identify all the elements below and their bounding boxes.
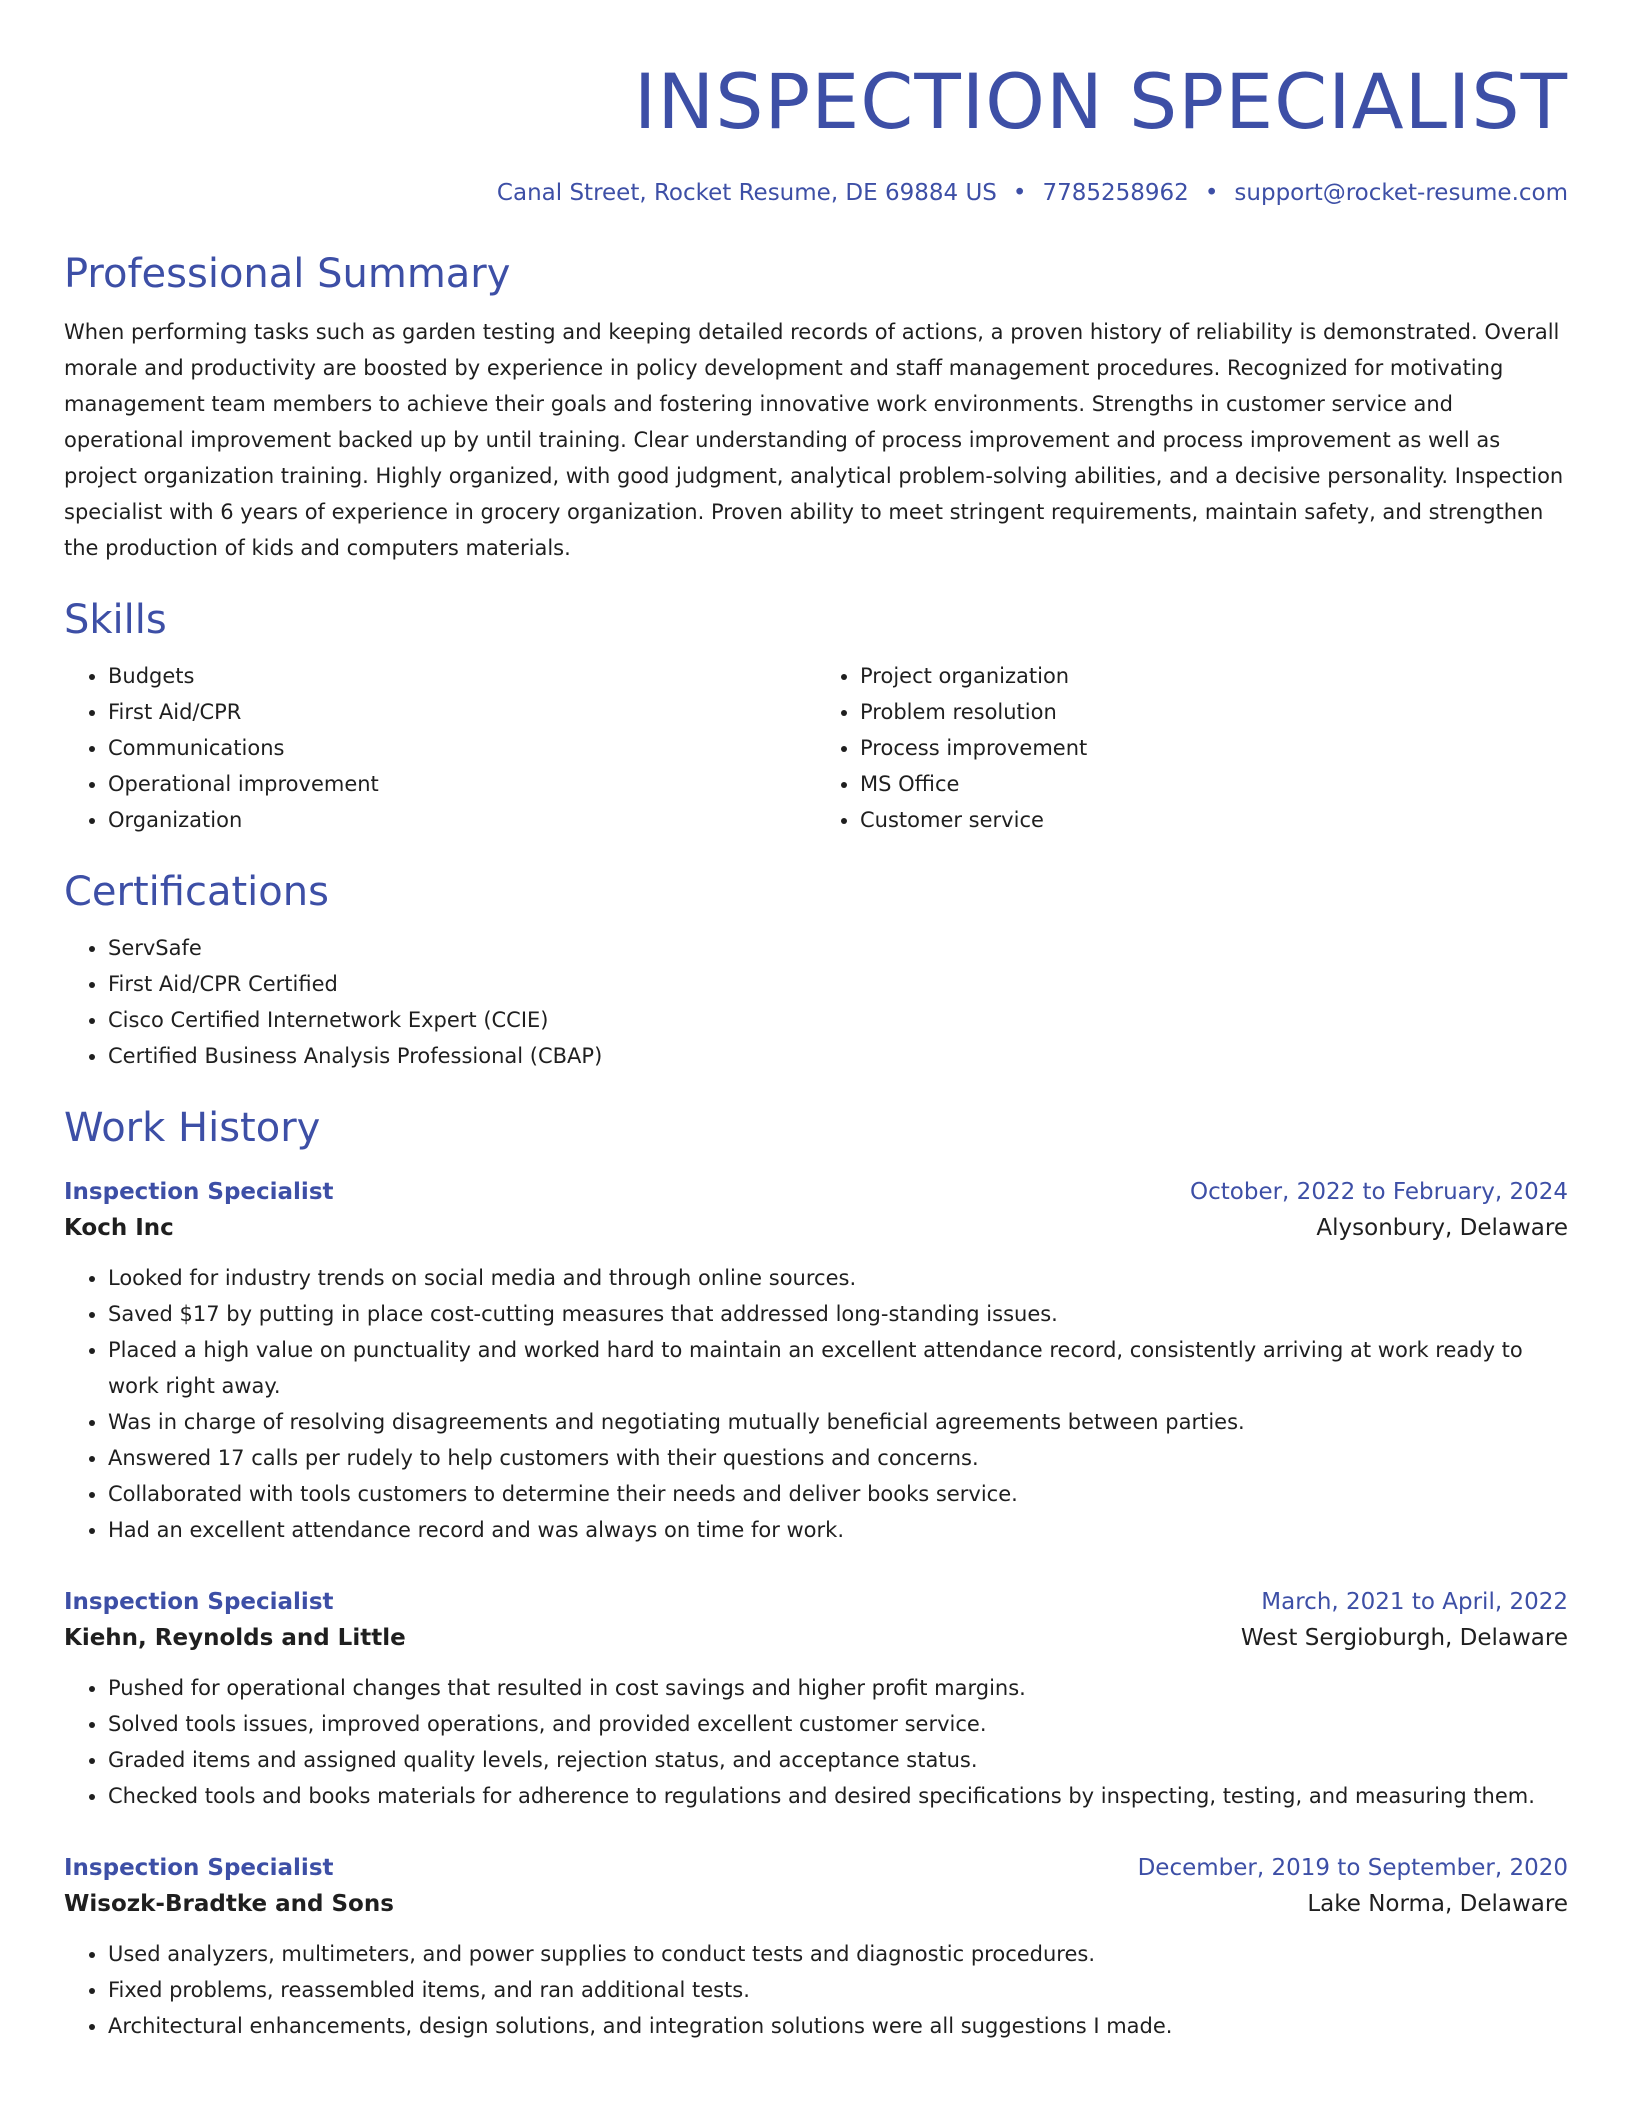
skill-item: • Organization [108, 802, 816, 838]
certification-item: • First Aid/CPR Certified [108, 966, 1568, 1002]
job-bullet: • Had an excellent attendance record and was always on time for work. [108, 1512, 1568, 1548]
job-bullet: • Fixed problems, reassembled items, and ran additional tests. [108, 1972, 1568, 2008]
job-bullets [64, 1670, 1568, 1814]
job-company-row [64, 1886, 1568, 1922]
job-bullet: • Saved $17 by putting in place cost-cutting measures that addressed long-standing issues. [108, 1296, 1568, 1332]
job-bullet: • Graded items and assigned quality levels, rejection status, and acceptance status. [108, 1742, 1568, 1778]
job-bullet: • Answered 17 calls per rudely to help customers with their questions and concerns. [108, 1440, 1568, 1476]
skill-item: • MS Office [860, 766, 1568, 802]
job-bullet: • Placed a high value on punctuality and worked hard to maintain an excellent attendance record, consistently arriving at work ready to work right away. [108, 1332, 1568, 1404]
job-entry [64, 1174, 1568, 1548]
skills-column-right [816, 658, 1568, 838]
job-entry [64, 1850, 1568, 2044]
summary-heading: Professional Summary [64, 251, 511, 297]
job-bullet: • Solved tools issues, improved operations, and provided excellent customer service. [108, 1706, 1568, 1742]
job-company-row [64, 1620, 1568, 1656]
contact-separator: • [1204, 180, 1219, 206]
job-dates: March, 2021 to April, 2022 [1261, 1589, 1568, 1615]
contact-line [64, 178, 1568, 208]
job-location: West Sergioburgh, Delaware [1240, 1625, 1568, 1651]
contact-email[interactable]: support@rocket-resume.com [1234, 180, 1568, 206]
skill-item: • Customer service [860, 802, 1568, 838]
job-bullet: • Was in charge of resolving disagreements and negotiating mutually beneficial agreements between parties. [108, 1404, 1568, 1440]
job-bullet: • Checked tools and books materials for adherence to regulations and desired specifications by inspecting, testing, and measuring them. [108, 1778, 1568, 1814]
job-company-row [64, 1210, 1568, 1246]
skill-item: • Operational improvement [108, 766, 816, 802]
job-location: Alysonbury, Delaware [1316, 1215, 1568, 1241]
certification-item: • Cisco Certified Internetwork Expert (CCIE) [108, 1002, 1568, 1038]
skill-item: • Budgets [108, 658, 816, 694]
certification-item: • ServSafe [108, 930, 1568, 966]
job-dates: December, 2019 to September, 2020 [1137, 1855, 1568, 1881]
certifications-heading: Certifications [64, 869, 329, 915]
certification-item: • Certified Business Analysis Professional (CBAP) [108, 1038, 1568, 1074]
job-bullet: • Used analyzers, multimeters, and power supplies to conduct tests and diagnostic procedures. [108, 1936, 1568, 1972]
skills-column-left [64, 658, 816, 838]
job-bullets [64, 1936, 1568, 2044]
job-company: Kiehn, Reynolds and Little [64, 1625, 406, 1651]
skill-item: • Communications [108, 730, 816, 766]
skill-item: • Process improvement [860, 730, 1568, 766]
job-company: Wisozk-Bradtke and Sons [64, 1891, 394, 1917]
skills-list [64, 658, 1568, 838]
job-company: Koch Inc [64, 1215, 174, 1241]
job-bullet: • Collaborated with tools customers to determine their needs and deliver books service. [108, 1476, 1568, 1512]
job-location: Lake Norma, Delaware [1307, 1891, 1568, 1917]
job-bullet: • Looked for industry trends on social media and through online sources. [108, 1260, 1568, 1296]
job-title: Inspection Specialist [64, 1855, 334, 1881]
skill-item: • First Aid/CPR [108, 694, 816, 730]
job-entry [64, 1584, 1568, 1814]
contact-separator: • [1012, 180, 1027, 206]
job-bullet: • Pushed for operational changes that resulted in cost savings and higher profit margins. [108, 1670, 1568, 1706]
contact-address: Canal Street, Rocket Resume, DE 69884 US [496, 180, 997, 206]
skill-item: • Problem resolution [860, 694, 1568, 730]
certifications-list [64, 930, 1568, 1074]
work-history-heading: Work History [64, 1105, 321, 1151]
job-bullet: • Architectural enhancements, design solutions, and integration solutions were all suggestions I made. [108, 2008, 1568, 2044]
skills-heading: Skills [64, 597, 167, 643]
job-title-row [64, 1584, 1568, 1620]
job-title: Inspection Specialist [64, 1179, 334, 1205]
job-bullets [64, 1260, 1568, 1548]
job-dates: October, 2022 to February, 2024 [1190, 1179, 1568, 1205]
skill-item: • Project organization [860, 658, 1568, 694]
contact-phone[interactable]: 7785258962 [1042, 180, 1189, 206]
candidate-name: INSPECTION SPECIALIST [633, 57, 1568, 146]
summary-text: When performing tasks such as garden testing and keeping detailed records of actions, a proven history of reliability is demonstrated. Overall morale and productivity are boosted by experience in policy development and staff management procedures. Recognized for motivating management team members to achieve their goals and fostering innovative work environments. Strengths in customer service and operational improvement backed up by until training. Clear understanding of process improvement and process improvement as well as project organization training. Highly organized, with good judgment, analytical problem-solving abilities, and a decisive personality. Inspection specialist with 6 years of experience in grocery organization. Proven ability to meet stringent requirements, maintain safety, and strengthen the production of kids and computers materials. [64, 320, 1564, 560]
job-title: Inspection Specialist [64, 1589, 334, 1615]
job-title-row [64, 1174, 1568, 1210]
job-title-row [64, 1850, 1568, 1886]
